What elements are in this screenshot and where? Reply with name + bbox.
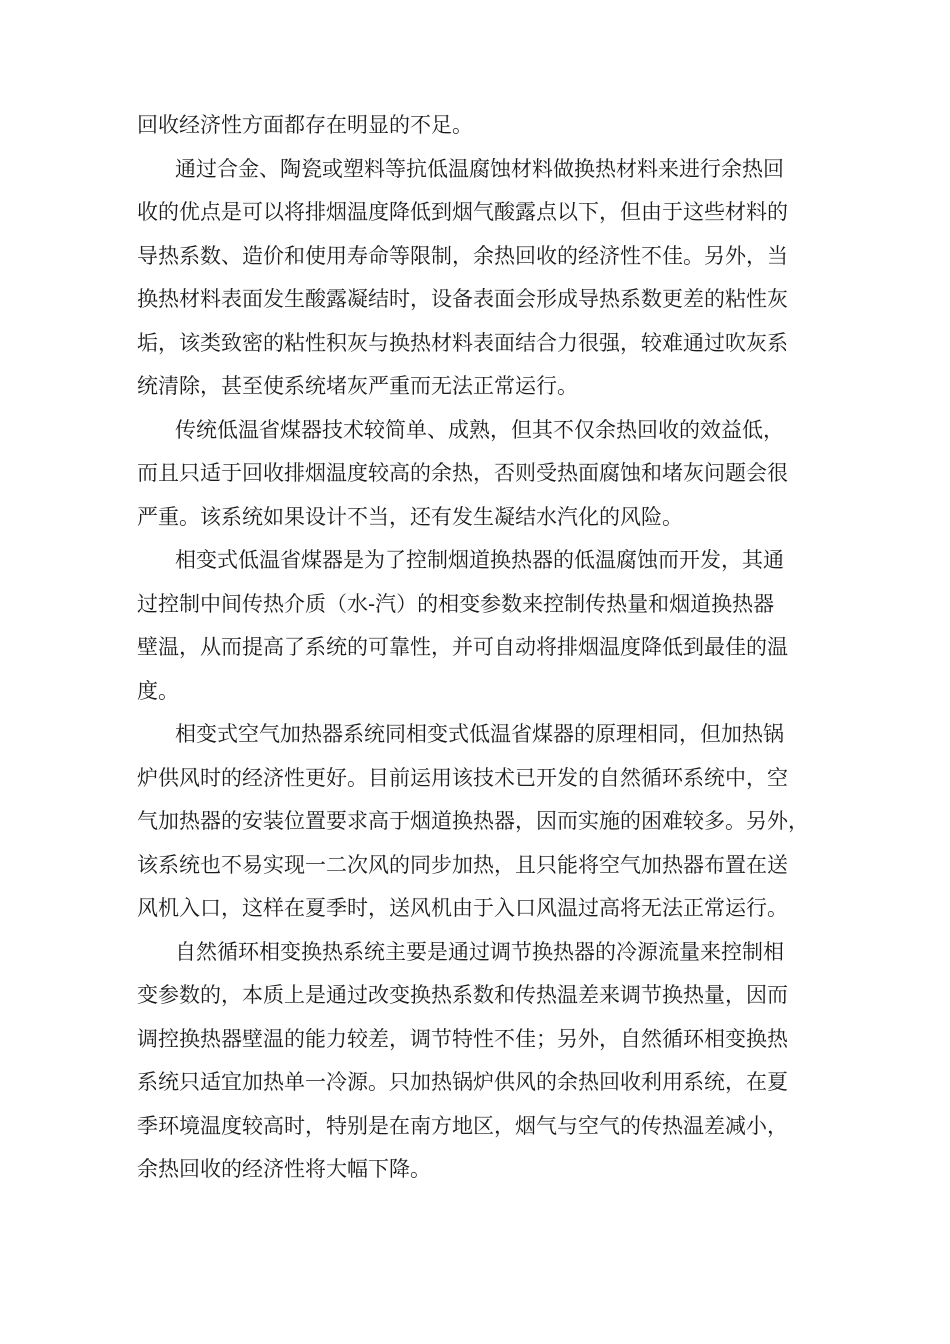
text-line: 导热系数、造价和使用寿命等限制，余热回收的经济性不佳。另外，当 [137,243,788,268]
text-line: 垢，该类致密的粘性积灰与换热材料表面结合力很强，较难通过吹灰系 [137,330,788,355]
text-line: 余热回收的经济性将大幅下降。 [137,1157,431,1181]
text-line: 炉供风时的经济性更好。目前运用该技术已开发的自然循环系统中，空 [137,765,788,790]
paragraph-first-line: 通过合金、陶瓷或塑料等抗低温腐蚀材料做换热材料来进行余热回 [175,156,784,181]
paragraph-first-line: 相变式低温省煤器是为了控制烟道换热器的低温腐蚀而开发，其通 [175,548,784,572]
text-line: 风机入口，这样在夏季时，送风机由于入口风温过高将无法正常运行。 [137,896,788,920]
text-line: 收的优点是可以将排烟温度降低到烟气酸露点以下，但由于这些材料的 [137,200,788,224]
body-text [137,104,837,1192]
paragraph-first-line: 传统低温省煤器技术较简单、成熟，但其不仅余热回收的效益低， [175,417,784,442]
text-line: 而且只适于回收排烟温度较高的余热，否则受热面腐蚀和堵灰问题会很 [137,461,788,485]
text-line: 回收经济性方面都存在明显的不足。 [137,113,473,137]
text-line: 该系统也不易实现一二次风的同步加热，且只能将空气加热器布置在送 [137,852,788,877]
text-line: 壁温，从而提高了系统的可靠性，并可自动将排烟温度降低到最佳的温 [137,635,788,659]
paragraph-first-line: 相变式空气加热器系统同相变式低温省煤器的原理相同，但加热锅 [175,722,784,746]
text-line: 严重。该系统如果设计不当，还有发生凝结水汽化的风险。 [137,504,683,529]
text-line: 系统只适宜加热单一冷源。只加热锅炉供风的余热回收利用系统，在夏 [137,1070,788,1094]
text-line: 调控换热器壁温的能力较差，调节特性不佳；另外，自然循环相变换热 [137,1026,788,1051]
paragraph-first-line: 自然循环相变换热系统主要是通过调节换热器的冷源流量来控制相 [175,939,784,964]
text-line: 过控制中间传热介质（水-汽）的相变参数来控制传热量和烟道换热器 [137,591,775,616]
text-line: 变参数的，本质上是通过改变换热系数和传热温差来调节换热量，因而 [137,983,788,1007]
text-line: 季环境温度较高时，特别是在南方地区，烟气与空气的传热温差减小， [137,1113,788,1138]
text-line: 度。 [137,678,179,703]
text-line: 换热材料表面发生酸露凝结时，设备表面会形成导热系数更差的粘性灰 [137,287,788,311]
text-line: 统清除，甚至使系统堵灰严重而无法正常运行。 [137,374,578,398]
text-line: 气加热器的安装位置要求高于烟道换热器，因而实施的困难较多。另外， [137,809,809,833]
